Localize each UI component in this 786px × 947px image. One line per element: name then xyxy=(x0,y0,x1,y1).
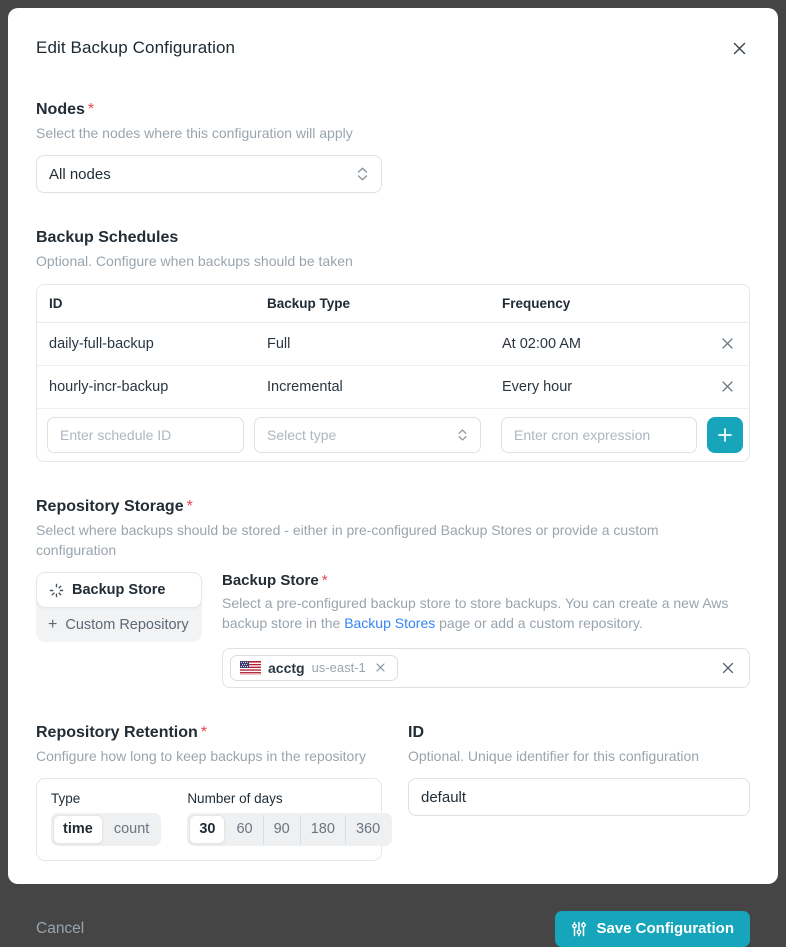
backup-store-helper-text xyxy=(222,593,750,634)
required-asterisk: * xyxy=(87,101,95,118)
schedule-frequency-cell: Every hour xyxy=(502,378,573,395)
required-asterisk: * xyxy=(186,497,193,515)
schedule-id-input[interactable] xyxy=(47,417,244,453)
save-configuration-label: Save Configuration xyxy=(596,920,734,938)
spinner-icon xyxy=(49,583,64,598)
backup-store-select[interactable] xyxy=(222,648,750,688)
plus-icon: + xyxy=(48,616,58,634)
remove-schedule-button[interactable] xyxy=(717,333,738,354)
retention-type-group xyxy=(51,791,161,846)
backup-stores-link[interactable]: Backup Stores xyxy=(344,615,436,632)
schedule-type-select[interactable] xyxy=(254,417,481,453)
store-name: acctg xyxy=(268,659,305,676)
schedule-input-row xyxy=(37,409,749,461)
helper-text-part: page or add a custom repository. xyxy=(435,615,643,632)
repository-storage-section xyxy=(36,498,750,688)
backup-store-panel xyxy=(222,572,750,688)
schedule-frequency-cell: At 02:00 AM xyxy=(502,335,581,352)
plus-icon xyxy=(717,427,733,443)
column-header-id: ID xyxy=(49,295,63,311)
edit-backup-configuration-dialog xyxy=(8,8,778,938)
clear-icon xyxy=(721,661,735,675)
close-button[interactable] xyxy=(729,38,750,59)
cron-expression-input[interactable] xyxy=(501,417,697,453)
retention-days-option-30[interactable]: 30 xyxy=(189,815,225,844)
schedule-type-placeholder: Select type xyxy=(267,426,337,443)
nodes-label xyxy=(36,101,750,119)
table-row xyxy=(37,366,749,409)
us-flag-icon xyxy=(240,661,261,675)
retention-days-option-180[interactable]: 180 xyxy=(300,815,345,844)
table-row xyxy=(37,323,749,366)
retention-days-option-360[interactable]: 360 xyxy=(345,815,390,844)
backup-schedules-helper-text: Optional. Configure when backups should be taken xyxy=(36,253,353,270)
tab-backup-store[interactable] xyxy=(36,572,202,608)
chevron-up-down-icon xyxy=(356,166,369,182)
add-schedule-button[interactable] xyxy=(707,417,743,453)
tab-custom-repository-label: Custom Repository xyxy=(65,617,189,634)
helper-text-part: Select a pre-configured backup store to store backups. You can create a new Aws backup store in the xyxy=(222,595,729,632)
remove-icon xyxy=(721,337,734,350)
retention-type-option-time[interactable]: time xyxy=(53,815,103,844)
nodes-select-value: All nodes xyxy=(49,165,111,183)
id-input[interactable] xyxy=(408,778,750,816)
retention-days-option-90[interactable]: 90 xyxy=(263,815,300,844)
repository-retention-label-text: Repository Retention xyxy=(36,723,198,741)
column-header-frequency: Frequency xyxy=(502,295,571,311)
save-configuration-button[interactable] xyxy=(555,911,750,947)
tab-custom-repository[interactable] xyxy=(36,608,202,642)
tab-backup-store-label: Backup Store xyxy=(72,582,166,599)
schedule-id-cell: hourly-incr-backup xyxy=(49,378,169,395)
repository-retention-label xyxy=(36,724,382,742)
dialog-footer xyxy=(36,911,750,947)
nodes-helper-text: Select the nodes where this configuration will apply xyxy=(36,125,353,141)
id-label: ID xyxy=(408,723,424,741)
repository-storage-label xyxy=(36,498,750,516)
backup-schedules-section xyxy=(36,229,750,461)
retention-type-label: Type xyxy=(51,791,81,807)
chevron-up-down-icon xyxy=(457,428,468,442)
required-asterisk: * xyxy=(200,723,208,741)
backup-schedules-label: Backup Schedules xyxy=(36,229,179,247)
schedules-table-header xyxy=(37,285,749,323)
column-header-backup-type: Backup Type xyxy=(267,295,351,311)
nodes-section xyxy=(36,101,750,193)
retention-days-label: Number of days xyxy=(187,791,283,807)
backup-store-label-text: Backup Store xyxy=(222,572,319,590)
retention-days-segmented-control xyxy=(187,813,392,846)
id-helper-text: Optional. Unique identifier for this configuration xyxy=(408,747,700,764)
id-section xyxy=(408,724,750,816)
remove-schedule-button[interactable] xyxy=(717,376,738,397)
dialog-header xyxy=(36,38,750,59)
store-region: us-east-1 xyxy=(311,660,366,676)
retention-id-row xyxy=(36,724,750,861)
storage-tabs xyxy=(36,572,202,642)
clear-selection-button[interactable] xyxy=(719,659,737,677)
retention-days-group xyxy=(187,791,392,846)
backup-store-label xyxy=(222,572,750,589)
schedule-id-cell: daily-full-backup xyxy=(49,335,154,352)
repository-retention-helper-text: Configure how long to keep backups in the repository xyxy=(36,747,366,764)
close-icon xyxy=(731,40,748,57)
retention-type-option-count[interactable]: count xyxy=(113,821,150,838)
remove-icon xyxy=(721,380,734,393)
schedule-type-cell: Incremental xyxy=(267,378,343,395)
repository-retention-section xyxy=(36,724,382,861)
retention-type-segmented-control xyxy=(51,813,161,846)
sliders-icon xyxy=(571,921,587,937)
nodes-label-text: Nodes xyxy=(36,101,85,118)
schedule-type-cell: Full xyxy=(267,335,291,352)
dialog-title: Edit Backup Configuration xyxy=(36,38,236,57)
nodes-select[interactable] xyxy=(36,155,382,193)
remove-icon xyxy=(375,662,386,673)
retention-days-option-60[interactable]: 60 xyxy=(236,821,253,838)
remove-tag-button[interactable] xyxy=(373,660,388,675)
schedules-table xyxy=(36,284,750,462)
required-asterisk: * xyxy=(321,572,328,590)
retention-controls xyxy=(36,778,382,861)
repository-storage-label-text: Repository Storage xyxy=(36,497,184,515)
repository-storage-helper-text: Select where backups should be stored - either in pre-configured Backup Stores or provide a custom configuration xyxy=(36,521,659,558)
selected-store-tag xyxy=(230,655,398,681)
cancel-button[interactable]: Cancel xyxy=(36,919,85,937)
